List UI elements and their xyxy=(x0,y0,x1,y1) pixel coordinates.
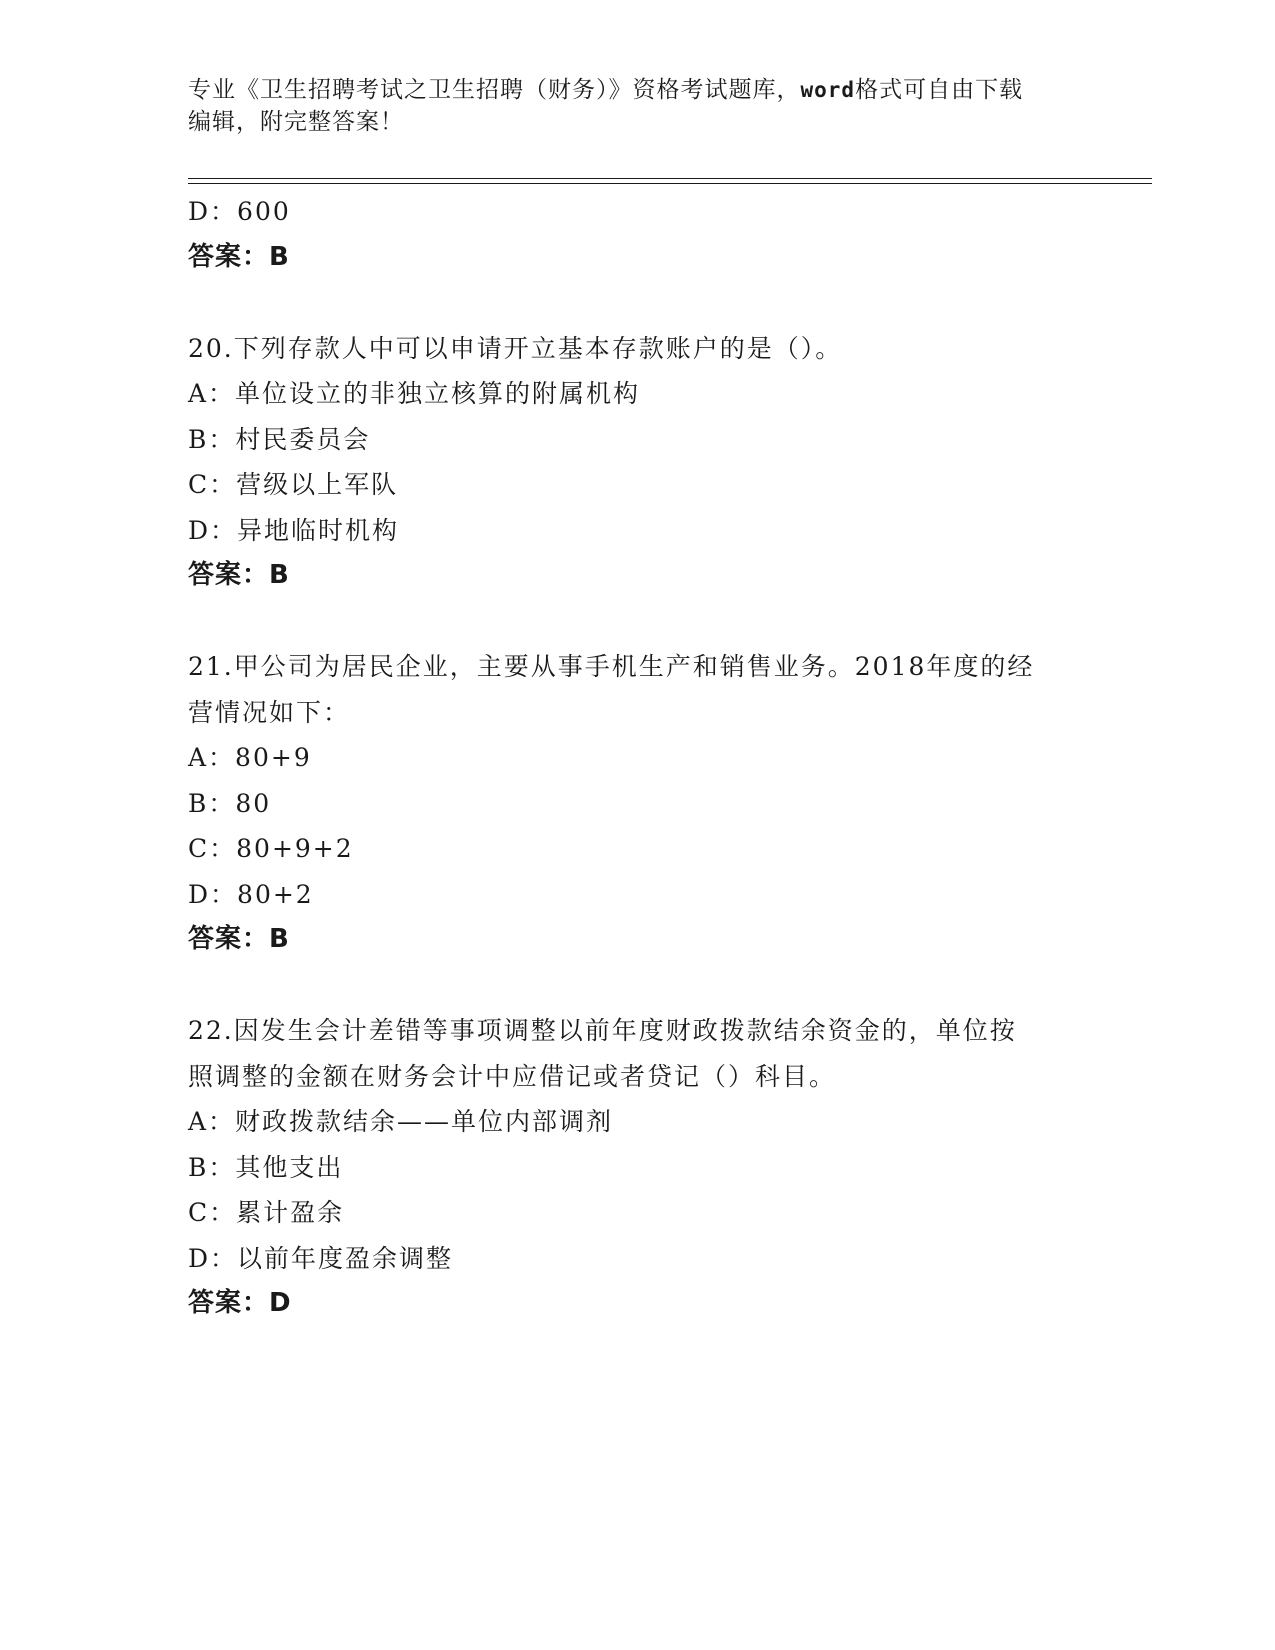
header-line-2: 编辑，附完整答案！ xyxy=(188,109,404,135)
q22-answer: 答案：D xyxy=(188,1288,292,1318)
spacer xyxy=(188,599,1088,645)
q21-option-a: A：80+9 xyxy=(188,743,312,772)
header-text-1b: word xyxy=(800,78,856,102)
q20-option-b: B：村民委员会 xyxy=(188,424,371,454)
q21-option-d: D：80+2 xyxy=(188,879,314,909)
q21-option-b: B：80 xyxy=(188,788,272,818)
q22-option-d: D：以前年度盈余调整 xyxy=(188,1243,454,1273)
header-text-1c: 格式可自由下载 xyxy=(855,77,1024,103)
header-divider-top xyxy=(188,178,1152,179)
q20-answer: 答案：B xyxy=(188,560,290,590)
q22-stem-line-1: 22.因发生会计差错等事项调整以前年度财政拨款结余资金的，单位按 xyxy=(188,1016,1017,1045)
q21-stem-line-2: 营情况如下： xyxy=(188,697,351,727)
q22-option-b: B：其他支出 xyxy=(188,1152,344,1182)
spacer xyxy=(188,963,1088,1009)
page-header xyxy=(188,74,1088,138)
q20-option-c: C：营级以上军队 xyxy=(188,470,399,499)
q20-option-d: D：异地临时机构 xyxy=(188,515,400,545)
header-text-1a: 专业《卫生招聘考试之卫生招聘（财务）》资格考试题库， xyxy=(188,77,801,103)
q22-stem-line-2: 照调整的金额在财务会计中应借记或者贷记（）科目。 xyxy=(188,1061,837,1091)
prev-answer: 答案：B xyxy=(188,241,290,272)
q21-stem-line-1: 21.甲公司为居民企业，主要从事手机生产和销售业务。2018年度的经 xyxy=(188,652,1035,681)
q20-stem: 20.下列存款人中可以申请开立基本存款账户的是（）。 xyxy=(188,333,843,363)
q22-option-c: C：累计盈余 xyxy=(188,1198,345,1227)
q22-option-a: A：财政拨款结余——单位内部调剂 xyxy=(188,1107,614,1136)
prev-option-d: D：600 xyxy=(188,197,291,226)
header-line-1 xyxy=(188,74,1088,106)
header-divider-bottom xyxy=(188,183,1152,184)
q21-option-c: C：80+9+2 xyxy=(188,834,354,863)
question-list xyxy=(188,189,1088,1327)
q21-answer: 答案：B xyxy=(188,924,290,954)
spacer xyxy=(188,280,1088,326)
q20-option-a: A：单位设立的非独立核算的附属机构 xyxy=(188,379,641,408)
